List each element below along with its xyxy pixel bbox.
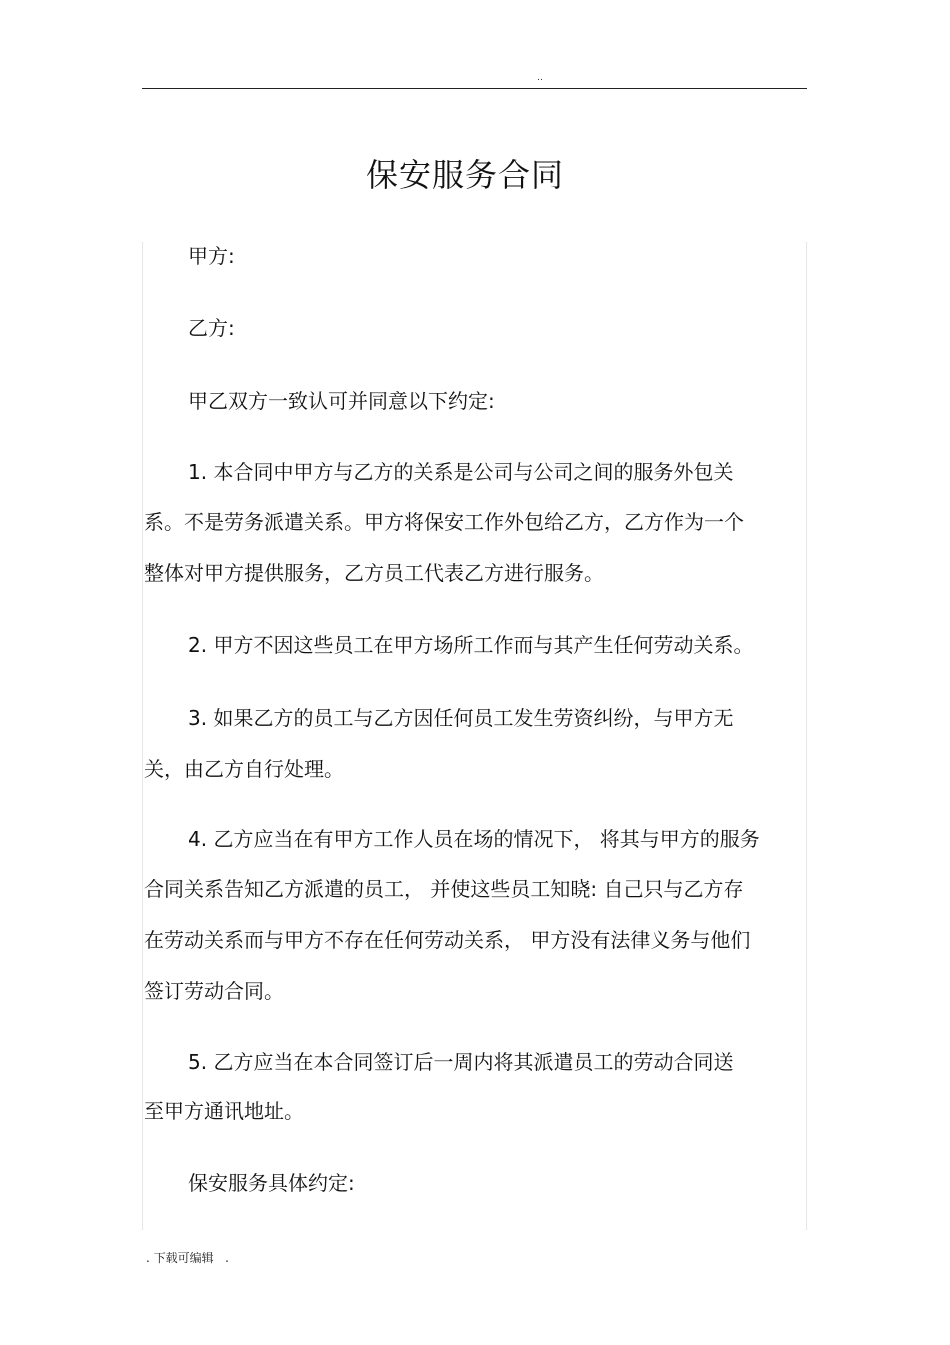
header-mark: ..	[537, 73, 543, 83]
intro-paragraph: 甲乙双方一致认可并同意以下约定:	[188, 389, 495, 413]
clause-1-line-1: 1. 本合同中甲方与乙方的关系是公司与公司之间的服务外包关	[188, 460, 734, 484]
clause-1-line-2: 系。不是劳务派遣关系。甲方将保安工作外包给乙方，乙方作为一个	[144, 510, 744, 534]
clause-5-line-2: 至甲方通讯地址。	[144, 1099, 304, 1123]
party-a-label: 甲方:	[188, 244, 235, 268]
clause-3-line-1: 3. 如果乙方的员工与乙方因任何员工发生劳资纠纷，与甲方无	[188, 706, 734, 730]
party-b-label: 乙方:	[188, 316, 235, 340]
clause-4-line-2: 合同关系告知乙方派遣的员工， 并使这些员工知晓: 自己只与乙方存	[144, 877, 744, 901]
clause-2-line-1: 2. 甲方不因这些员工在甲方场所工作而与其产生任何劳动关系。	[188, 633, 754, 657]
clause-4-line-1: 4. 乙方应当在有甲方工作人员在场的情况下， 将其与甲方的服务	[188, 827, 760, 851]
frame-left-border	[142, 242, 143, 1230]
footer-note: . 下载可编辑 .	[146, 1251, 229, 1265]
header-rule	[142, 88, 807, 89]
clause-4-line-4: 签订劳动合同。	[144, 979, 284, 1003]
document-title: 保安服务合同	[365, 156, 564, 194]
clause-4-line-3: 在劳动关系而与甲方不存在任何劳动关系， 甲方没有法律义务与他们	[144, 928, 751, 952]
frame-right-border	[806, 242, 807, 1230]
clause-5-line-1: 5. 乙方应当在本合同签订后一周内将其派遣员工的劳动合同送	[188, 1050, 734, 1074]
clause-1-line-3: 整体对甲方提供服务，乙方员工代表乙方进行服务。	[144, 561, 604, 585]
section-heading: 保安服务具体约定:	[188, 1171, 355, 1195]
clause-3-line-2: 关，由乙方自行处理。	[144, 757, 344, 781]
